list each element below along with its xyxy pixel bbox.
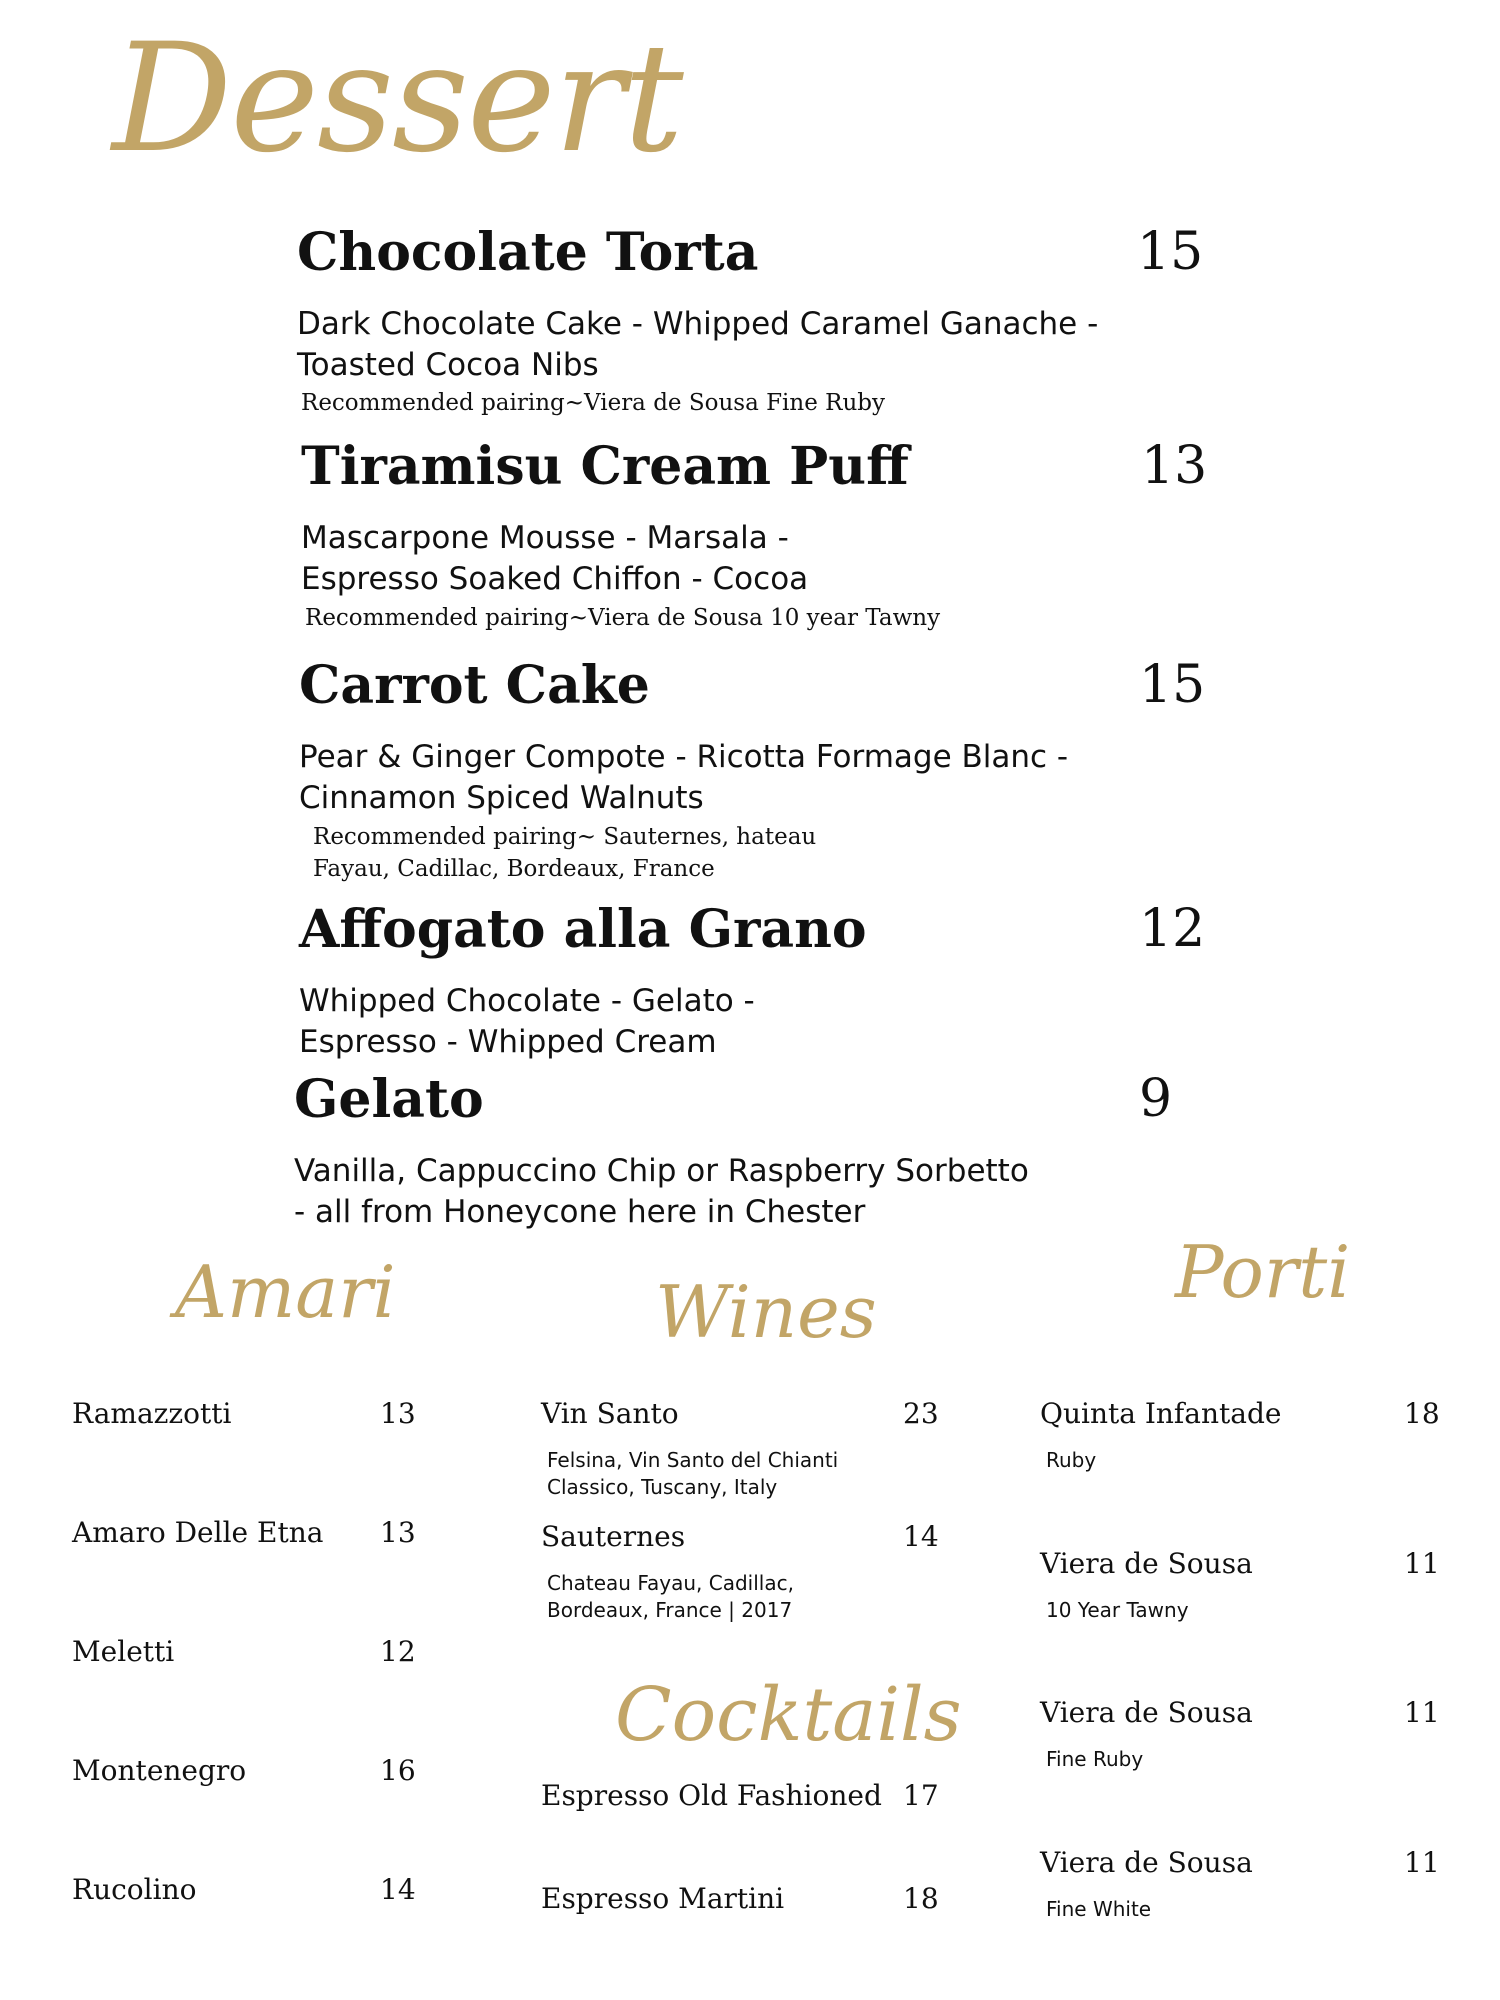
dessert-price: 12	[1139, 899, 1206, 959]
drink-name: Espresso Old Fashioned	[541, 1779, 882, 1812]
drink-name: Quinta Infantade	[1040, 1397, 1282, 1430]
cocktails-heading: Cocktails	[615, 1672, 962, 1758]
drink-name: Amaro Delle Etna	[72, 1516, 324, 1549]
dessert-pairing: Fayau, Cadillac, Bordeaux, France	[313, 856, 715, 882]
dessert-price: 15	[1139, 655, 1206, 715]
dessert-price: 13	[1141, 436, 1208, 496]
dessert-name: Chocolate Torta	[297, 222, 759, 283]
dessert-description: Pear & Ginger Compote - Ricotta Formage Blanc -	[299, 739, 1069, 775]
dessert-name: Affogato alla Grano	[299, 899, 867, 960]
dessert-price: 9	[1139, 1069, 1173, 1129]
drink-price: 12	[380, 1635, 416, 1668]
dessert-description: Whipped Chocolate - Gelato -	[299, 983, 755, 1019]
drink-name: Meletti	[72, 1635, 175, 1668]
porti-heading: Porti	[1175, 1230, 1351, 1314]
dessert-pairing: Recommended pairing~ Sauternes, hateau	[313, 824, 817, 850]
drink-price: 14	[380, 1873, 416, 1906]
drink-detail: Fine White	[1046, 1897, 1152, 1921]
drink-price: 11	[1404, 1846, 1440, 1879]
drink-detail: Felsina, Vin Santo del Chianti	[547, 1448, 839, 1472]
drink-price: 11	[1404, 1696, 1440, 1729]
drink-price: 17	[903, 1779, 939, 1812]
drink-price: 13	[380, 1516, 416, 1549]
drink-price: 16	[380, 1754, 416, 1787]
drink-name: Viera de Sousa	[1040, 1696, 1253, 1729]
dessert-description: Toasted Cocoa Nibs	[297, 347, 599, 383]
drink-price: 14	[903, 1520, 939, 1553]
dessert-name: Carrot Cake	[299, 655, 650, 716]
drink-price: 23	[903, 1397, 939, 1430]
dessert-description: Espresso Soaked Chiffon - Cocoa	[301, 561, 809, 597]
dessert-name: Tiramisu Cream Puff	[301, 436, 909, 497]
dessert-pairing: Recommended pairing~Viera de Sousa Fine Ruby	[301, 390, 885, 416]
dessert-price: 15	[1137, 222, 1204, 282]
amari-heading: Amari	[175, 1250, 396, 1334]
drink-detail: 10 Year Tawny	[1046, 1598, 1189, 1622]
drink-name: Espresso Martini	[541, 1882, 785, 1915]
menu-title: Dessert	[112, 12, 682, 186]
dessert-description: - all from Honeycone here in Chester	[294, 1194, 866, 1230]
wines-heading: Wines	[655, 1270, 877, 1354]
dessert-name: Gelato	[294, 1069, 484, 1130]
dessert-description: Dark Chocolate Cake - Whipped Caramel Ganache -	[297, 306, 1099, 342]
drink-price: 11	[1404, 1547, 1440, 1580]
dessert-description: Mascarpone Mousse - Marsala -	[301, 520, 789, 556]
drink-name: Sauternes	[541, 1520, 686, 1553]
dessert-description: Vanilla, Cappuccino Chip or Raspberry Sorbetto	[294, 1153, 1029, 1189]
drink-detail: Classico, Tuscany, Italy	[547, 1475, 778, 1499]
drink-name: Viera de Sousa	[1040, 1547, 1253, 1580]
drink-name: Viera de Sousa	[1040, 1846, 1253, 1879]
drink-detail: Ruby	[1046, 1448, 1097, 1472]
drink-price: 13	[380, 1397, 416, 1430]
drink-name: Ramazzotti	[72, 1397, 232, 1430]
drink-name: Montenegro	[72, 1754, 247, 1787]
dessert-description: Cinnamon Spiced Walnuts	[299, 780, 704, 816]
drink-price: 18	[903, 1882, 939, 1915]
dessert-pairing: Recommended pairing~Viera de Sousa 10 year Tawny	[305, 605, 941, 631]
drink-name: Rucolino	[72, 1873, 197, 1906]
drink-name: Vin Santo	[541, 1397, 679, 1430]
drink-detail: Chateau Fayau, Cadillac,	[547, 1571, 794, 1595]
drink-detail: Fine Ruby	[1046, 1747, 1144, 1771]
drink-price: 18	[1404, 1397, 1440, 1430]
dessert-description: Espresso - Whipped Cream	[299, 1024, 717, 1060]
drink-detail: Bordeaux, France | 2017	[547, 1598, 793, 1622]
